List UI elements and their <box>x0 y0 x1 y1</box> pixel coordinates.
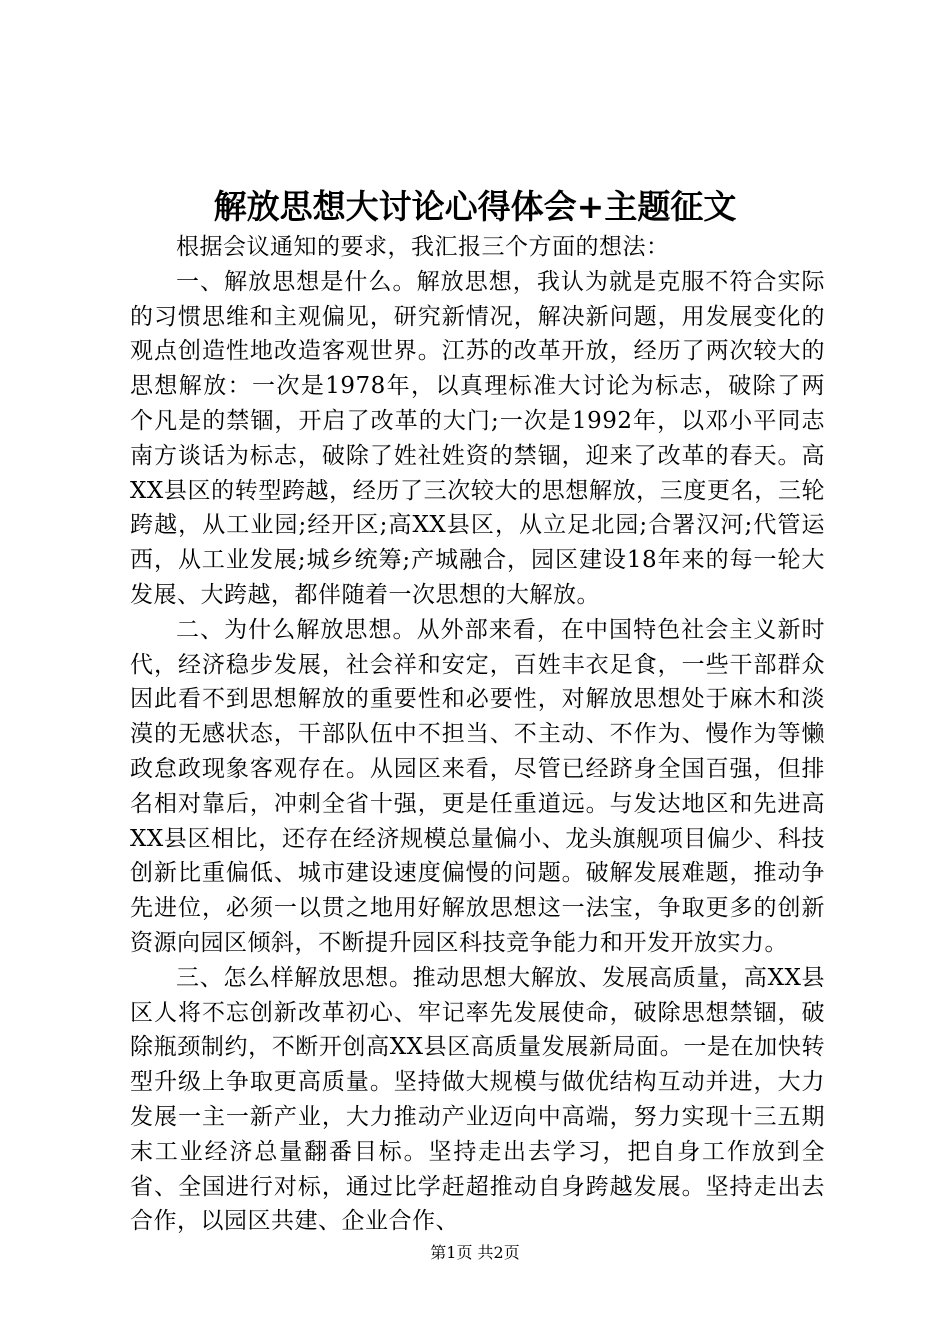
paragraph-section-2: 二、为什么解放思想。从外部来看，在中国特色社会主义新时代，经济稳步发展，社会祥和安定，百姓丰衣足食，一些干部群众因此看不到思想解放的重要性和必要性，对解放思想处于麻木和淡漠的无感状态，干部队伍中不担当、不主动、不作为、慢作为等懒政怠政现象客观存在。从园区来看，尽管已经跻身全国百强，但排名相对靠后，冲刺全省十强，更是任重道远。与发达地区和先进高XX县区相比，还存在经济规模总量偏小、龙头旗舰项目偏少、科技创新比重偏低、城市建设速度偏慢的问题。破解发展难题，推动争先进位，必须一以贯之地用好解放思想这一法宝，争取更多的创新资源向园区倾斜，不断提升园区科技竞争能力和开发开放实力。 <box>130 616 825 956</box>
page-number-footer: 第1页 共2页 <box>430 1243 520 1262</box>
document-body <box>130 230 825 1239</box>
paragraph-intro: 根据会议通知的要求，我汇报三个方面的想法： <box>176 234 670 260</box>
paragraph-section-3: 三、怎么样解放思想。推动思想大解放、发展高质量，高XX县区人将不忘创新改革初心、牢记率先发展使命，破除思想禁锢，破除瓶颈制约，不断开创高XX县区高质量发展新局面。一是在加快转型升级上争取更高质量。坚持做大规模与做优结构互动并进，大力发展一主一新产业，大力推动产业迈向中高端，努力实现十三五期末工业经济总量翻番目标。坚持走出去学习，把自身工作放到全省、全国进行对标，通过比学赶超推动自身跨越发展。坚持走出去合作，以园区共建、企业合作、 <box>130 964 825 1235</box>
paragraph-section-1: 一、解放思想是什么。解放思想，我认为就是克服不符合实际的习惯思维和主观偏见，研究新情况，解决新问题，用发展变化的观点创造性地改造客观世界。江苏的改革开放，经历了两次较大的思想解放：一次是1978年，以真理标准大讨论为标志，破除了两个凡是的禁锢，开启了改革的大门;一次是1992年，以邓小平同志南方谈话为标志，破除了姓社姓资的禁锢，迎来了改革的春天。高XX县区的转型跨越，经历了三次较大的思想解放，三度更名，三轮跨越，从工业园;经开区;高XX县区，从立足北园;合署汉河;代管运西，从工业发展;城乡统筹;产城融合，园区建设18年来的每一轮大发展、大跨越，都伴随着一次思想的大解放。 <box>130 268 825 608</box>
document-title: 解放思想大讨论心得体会+主题征文 <box>213 187 737 226</box>
